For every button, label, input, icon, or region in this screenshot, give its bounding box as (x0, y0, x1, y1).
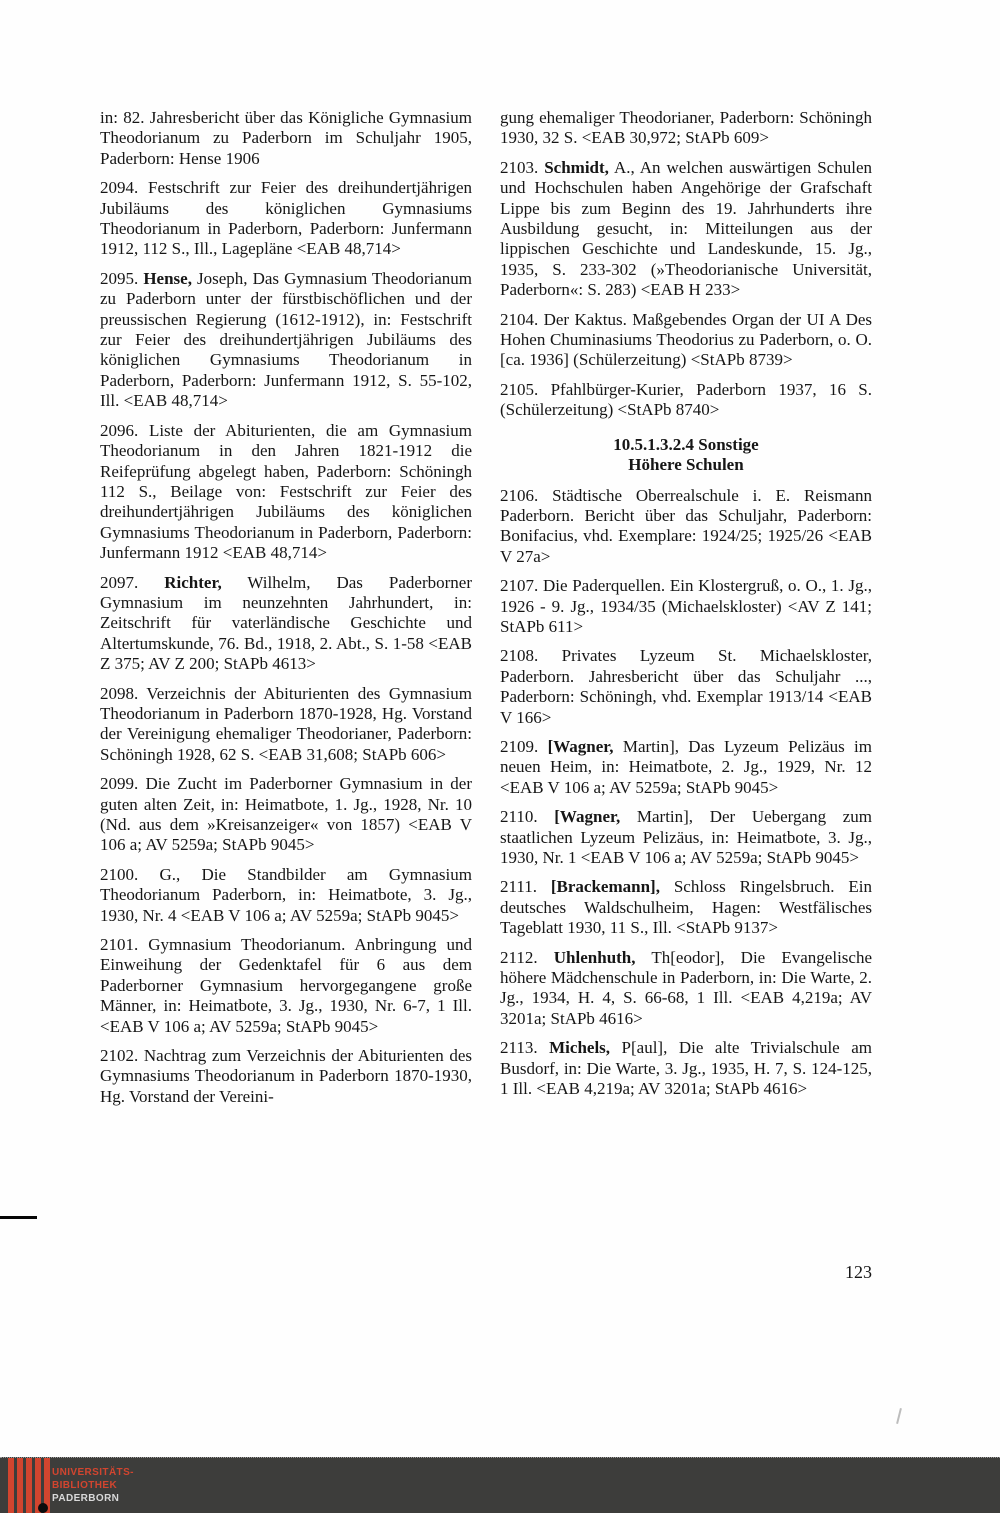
bib-entry-2098 (100, 684, 472, 766)
entry-text: Pfahlbürger-Kurier, Paderborn 1937, 16 S. (Schülerzeitung) <StAPb 8740> (500, 379, 872, 420)
bib-entry-2099 (100, 774, 472, 856)
entry-number: 2111. (500, 877, 537, 897)
entry-number: 2100. (100, 864, 139, 884)
author-name: [Brackemann], (550, 877, 660, 897)
entry-text: Verzeichnis der Abiturienten des Gymnasium Theodorianum in Paderborn 1870-1928, Hg. Vorstand der Vereinigung ehemaliger Theodorianer, Paderborn: Schöningh 1928, 62 S. <EAB 31,608; StAPb 606> (100, 683, 472, 764)
footer-line-universitaets: UNIVERSITÄTS- (52, 1467, 134, 1478)
logo-bar (17, 1458, 23, 1513)
entry-number: 2097. (100, 572, 139, 592)
entry-number: 2098. (100, 683, 139, 703)
library-footer-bar (0, 1457, 1000, 1513)
scan-artifact-mark (896, 1408, 902, 1424)
bibliography-left-column (100, 108, 472, 1116)
entry-number: 2113. (500, 1038, 538, 1058)
entry-number: 2107. (500, 576, 539, 596)
entry-text: Joseph, Das Gymnasium Theodorianum zu Paderborn unter der fürstbischöflichen und der preussischen Regierung (1612-1912), in: Festschrift zur Feier des dreihundertjährigen Jubiläums des königlichen Gymnasiums Theodorianum in Paderborn, Paderborn: Junfermann 1912, S. 55-102, Ill. <EAB 48,714> (100, 268, 473, 411)
entry-number: 2103. (500, 157, 539, 177)
entry-text: Martin], Der Uebergang zum staatlichen Lyzeum Pelizäus, in: Heimatbote, 3. Jg., 1930, Nr. 1 <EAB V 106 a; AV 5259a; StAPb 9045> (500, 807, 872, 867)
entry-text: A., An welchen auswärtigen Schulen und Hochschulen haben Angehörige der Grafschaft Lippe bis zum Beginn des 19. Jahrhunderts ihre Ausbildung gesucht, in: Mitteilungen aus der lippischen Geschichte und Landeskunde, 15. Jg., 1935, S. 233-302 (»Theodorianische Universität, Paderborn«: S. 283) <EAB H 233> (500, 157, 872, 300)
logo-dot (38, 1503, 48, 1513)
entry-text: Der Kaktus. Maßgebendes Organ der UI A Des Hohen Chuminasiums Theodorius zu Paderborn, o. O. [ca. 1936] (Schülerzeitung) <StAPb 8739> (500, 309, 873, 370)
scan-artifact-line (0, 1216, 37, 1219)
bib-entry-2107 (500, 576, 872, 637)
bib-entry-2108 (500, 646, 872, 728)
bib-entry-2097 (100, 573, 472, 675)
entry-number: 2104. (500, 309, 539, 329)
bibliography-right-column (500, 108, 872, 1116)
page-number: 123 (845, 1262, 872, 1282)
author-name: Richter, (164, 572, 222, 592)
bib-entry-2096 (100, 421, 472, 564)
bib-paragraph-continuation (500, 108, 872, 149)
entry-number: 2106. (500, 485, 539, 505)
entry-number: 2105. (500, 379, 539, 399)
author-name: Schmidt, (544, 157, 609, 177)
entry-text: Nachtrag zum Verzeichnis der Abiturienten des Gymnasiums Theodorianum in Paderborn 1870-1930, Hg. Vorstand der Vereini- (100, 1046, 472, 1106)
entry-text: Gymnasium Theodorianum. Anbringung und Einweihung der Gedenktafel für 6 aus dem Paderborner Gymnasium hervorgegangene große Männer, in: Heimatbote, 3. Jg., 1930, Nr. 6-7, 1 Ill. <EAB V 106 a; AV 5259a; StAPb 9045> (100, 935, 473, 1036)
bib-entry-2113 (500, 1038, 872, 1099)
entry-text: Festschrift zur Feier des dreihundertjährigen Jubiläums des königlichen Gymnasiums Theodorianum in Paderborn, Paderborn: Junfermann 1912, 112 S., Ill., Lagepläne <EAB 48,714> (100, 178, 473, 259)
entry-text: Schloss Ringelsbruch. Ein deutsches Waldschulheim, Hagen: Westfälisches Tageblatt 1930, 11 S., Ill. <StAPb 9137> (500, 877, 873, 938)
bib-paragraph-continuation (100, 108, 472, 169)
section-heading-line: Höhere Schulen (628, 455, 744, 475)
entry-number: 2108. (500, 646, 539, 666)
section-heading-line: 10.5.1.3.2.4 Sonstige (613, 434, 759, 454)
page-content (100, 108, 872, 1116)
entry-number: 2102. (100, 1046, 139, 1066)
bib-entry-2095 (100, 269, 472, 412)
entry-text: Privates Lyzeum St. Michaelskloster, Paderborn. Jahresbericht über das Schuljahr ..., Paderborn: Schöningh, vhd. Exemplar 1913/14 <EAB V 166> (500, 646, 873, 727)
entry-number: 2101. (100, 935, 139, 955)
entry-text: G., Die Standbilder am Gymnasium Theodorianum Paderborn, in: Heimatbote, 3. Jg., 1930, Nr. 4 <EAB V 106 a; AV 5259a; StAPb 9045> (100, 864, 472, 925)
bib-entry-2102 (100, 1046, 472, 1107)
entry-number: 2110. (500, 807, 538, 827)
author-name: [Wagner, (554, 807, 621, 827)
entry-number: 2096. (100, 420, 139, 440)
entry-number: 2109. (500, 736, 539, 756)
logo-bar (8, 1458, 14, 1513)
logo-bar (26, 1458, 32, 1513)
entry-number: 2094. (100, 178, 139, 198)
entry-text: Städtische Oberrealschule i. E. Reismann Paderborn. Bericht über das Schuljahr, Paderborn: Bonifacius, vhd. Exemplare: 1924/25; 1925/26 <EAB V 27a> (500, 485, 872, 566)
entry-number: 2112. (500, 947, 538, 967)
bib-entry-2104 (500, 310, 872, 371)
author-name: [Wagner, (547, 736, 614, 756)
entry-text: Liste der Abiturienten, die am Gymnasium Theodorianum in den Jahren 1821-1912 die Reifeprüfung abgelegt haben, Paderborn: Schöningh 112 S., Beilage von: Festschrift zur Feier des dreihundertjährigen Jubiläums des königlichen Gymnasiums Theodorianum in Paderborn, Paderborn: Junfermann 1912 <EAB 48,714> (100, 420, 473, 563)
bib-entry-2103 (500, 158, 872, 301)
library-name (52, 1466, 134, 1505)
entry-number: 2095. (100, 268, 139, 288)
bib-entry-2106 (500, 486, 872, 568)
entry-text: in: 82. Jahresbericht über das Königliche Gymnasium Theodorianum zu Paderborn im Schuljahr 1905, Paderborn: Hense 1906 (100, 108, 472, 168)
bib-entry-2100 (100, 865, 472, 926)
entry-text: gung ehemaliger Theodorianer, Paderborn: Schöningh 1930, 32 S. <EAB 30,972; StAPb 609> (500, 108, 872, 148)
entry-text: Martin], Das Lyzeum Pelizäus im neuen Heim, in: Heimatbote, 2. Jg., 1929, Nr. 12 <EAB V 106 a; AV 5259a; StAPb 9045> (500, 736, 873, 797)
section-heading (500, 435, 872, 476)
bib-entry-2110 (500, 807, 872, 868)
entry-text: Th[eodor], Die Evangelische höhere Mädchenschule in Paderborn, in: Die Warte, 2. Jg., 1934, H. 4, S. 66-68, 1 Ill. <EAB 4,219a; AV 3201a; StAPb 4616> (500, 947, 873, 1028)
entry-text: Wilhelm, Das Paderborner Gymnasium im neunzehnten Jahrhundert, in: Zeitschrift für vaterländische Geschichte und Altertumskunde, 76. Bd., 1918, 2. Abt., S. 1-58 <EAB Z 375; AV Z 200; StAPb 4613> (100, 572, 472, 674)
entry-number: 2099. (100, 774, 139, 794)
author-name: Michels, (549, 1038, 611, 1058)
bib-entry-2094 (100, 178, 472, 260)
author-name: Uhlenhuth, (553, 947, 636, 967)
entry-text: Die Paderquellen. Ein Klostergruß, o. O., 1. Jg., 1926 - 9. Jg., 1934/35 (Michaelskloster) <AV Z 141; StAPb 611> (500, 576, 872, 636)
entry-text: Die Zucht im Paderborner Gymnasium in der guten alten Zeit, in: Heimatbote, 1. Jg., 1928, Nr. 10 (Nd. aus dem »Kreisanzeiger« von 1857) <EAB V 106 a; AV 5259a; StAPb 9045> (100, 774, 472, 855)
bib-entry-2112 (500, 948, 872, 1030)
bib-entry-2109 (500, 737, 872, 798)
footer-line-paderborn: PADERBORN (52, 1493, 120, 1504)
entry-text: P[aul], Die alte Trivialschule am Busdorf, in: Die Warte, 3. Jg., 1935, H. 7, S. 124-125, 1 Ill. <EAB 4,219a; AV 3201a; StAPb 4616> (500, 1038, 873, 1099)
bib-entry-2101 (100, 935, 472, 1037)
bib-entry-2105 (500, 380, 872, 421)
footer-line-bibliothek: BIBLIOTHEK (52, 1480, 118, 1491)
bib-entry-2111 (500, 877, 872, 938)
author-name: Hense, (143, 268, 192, 288)
